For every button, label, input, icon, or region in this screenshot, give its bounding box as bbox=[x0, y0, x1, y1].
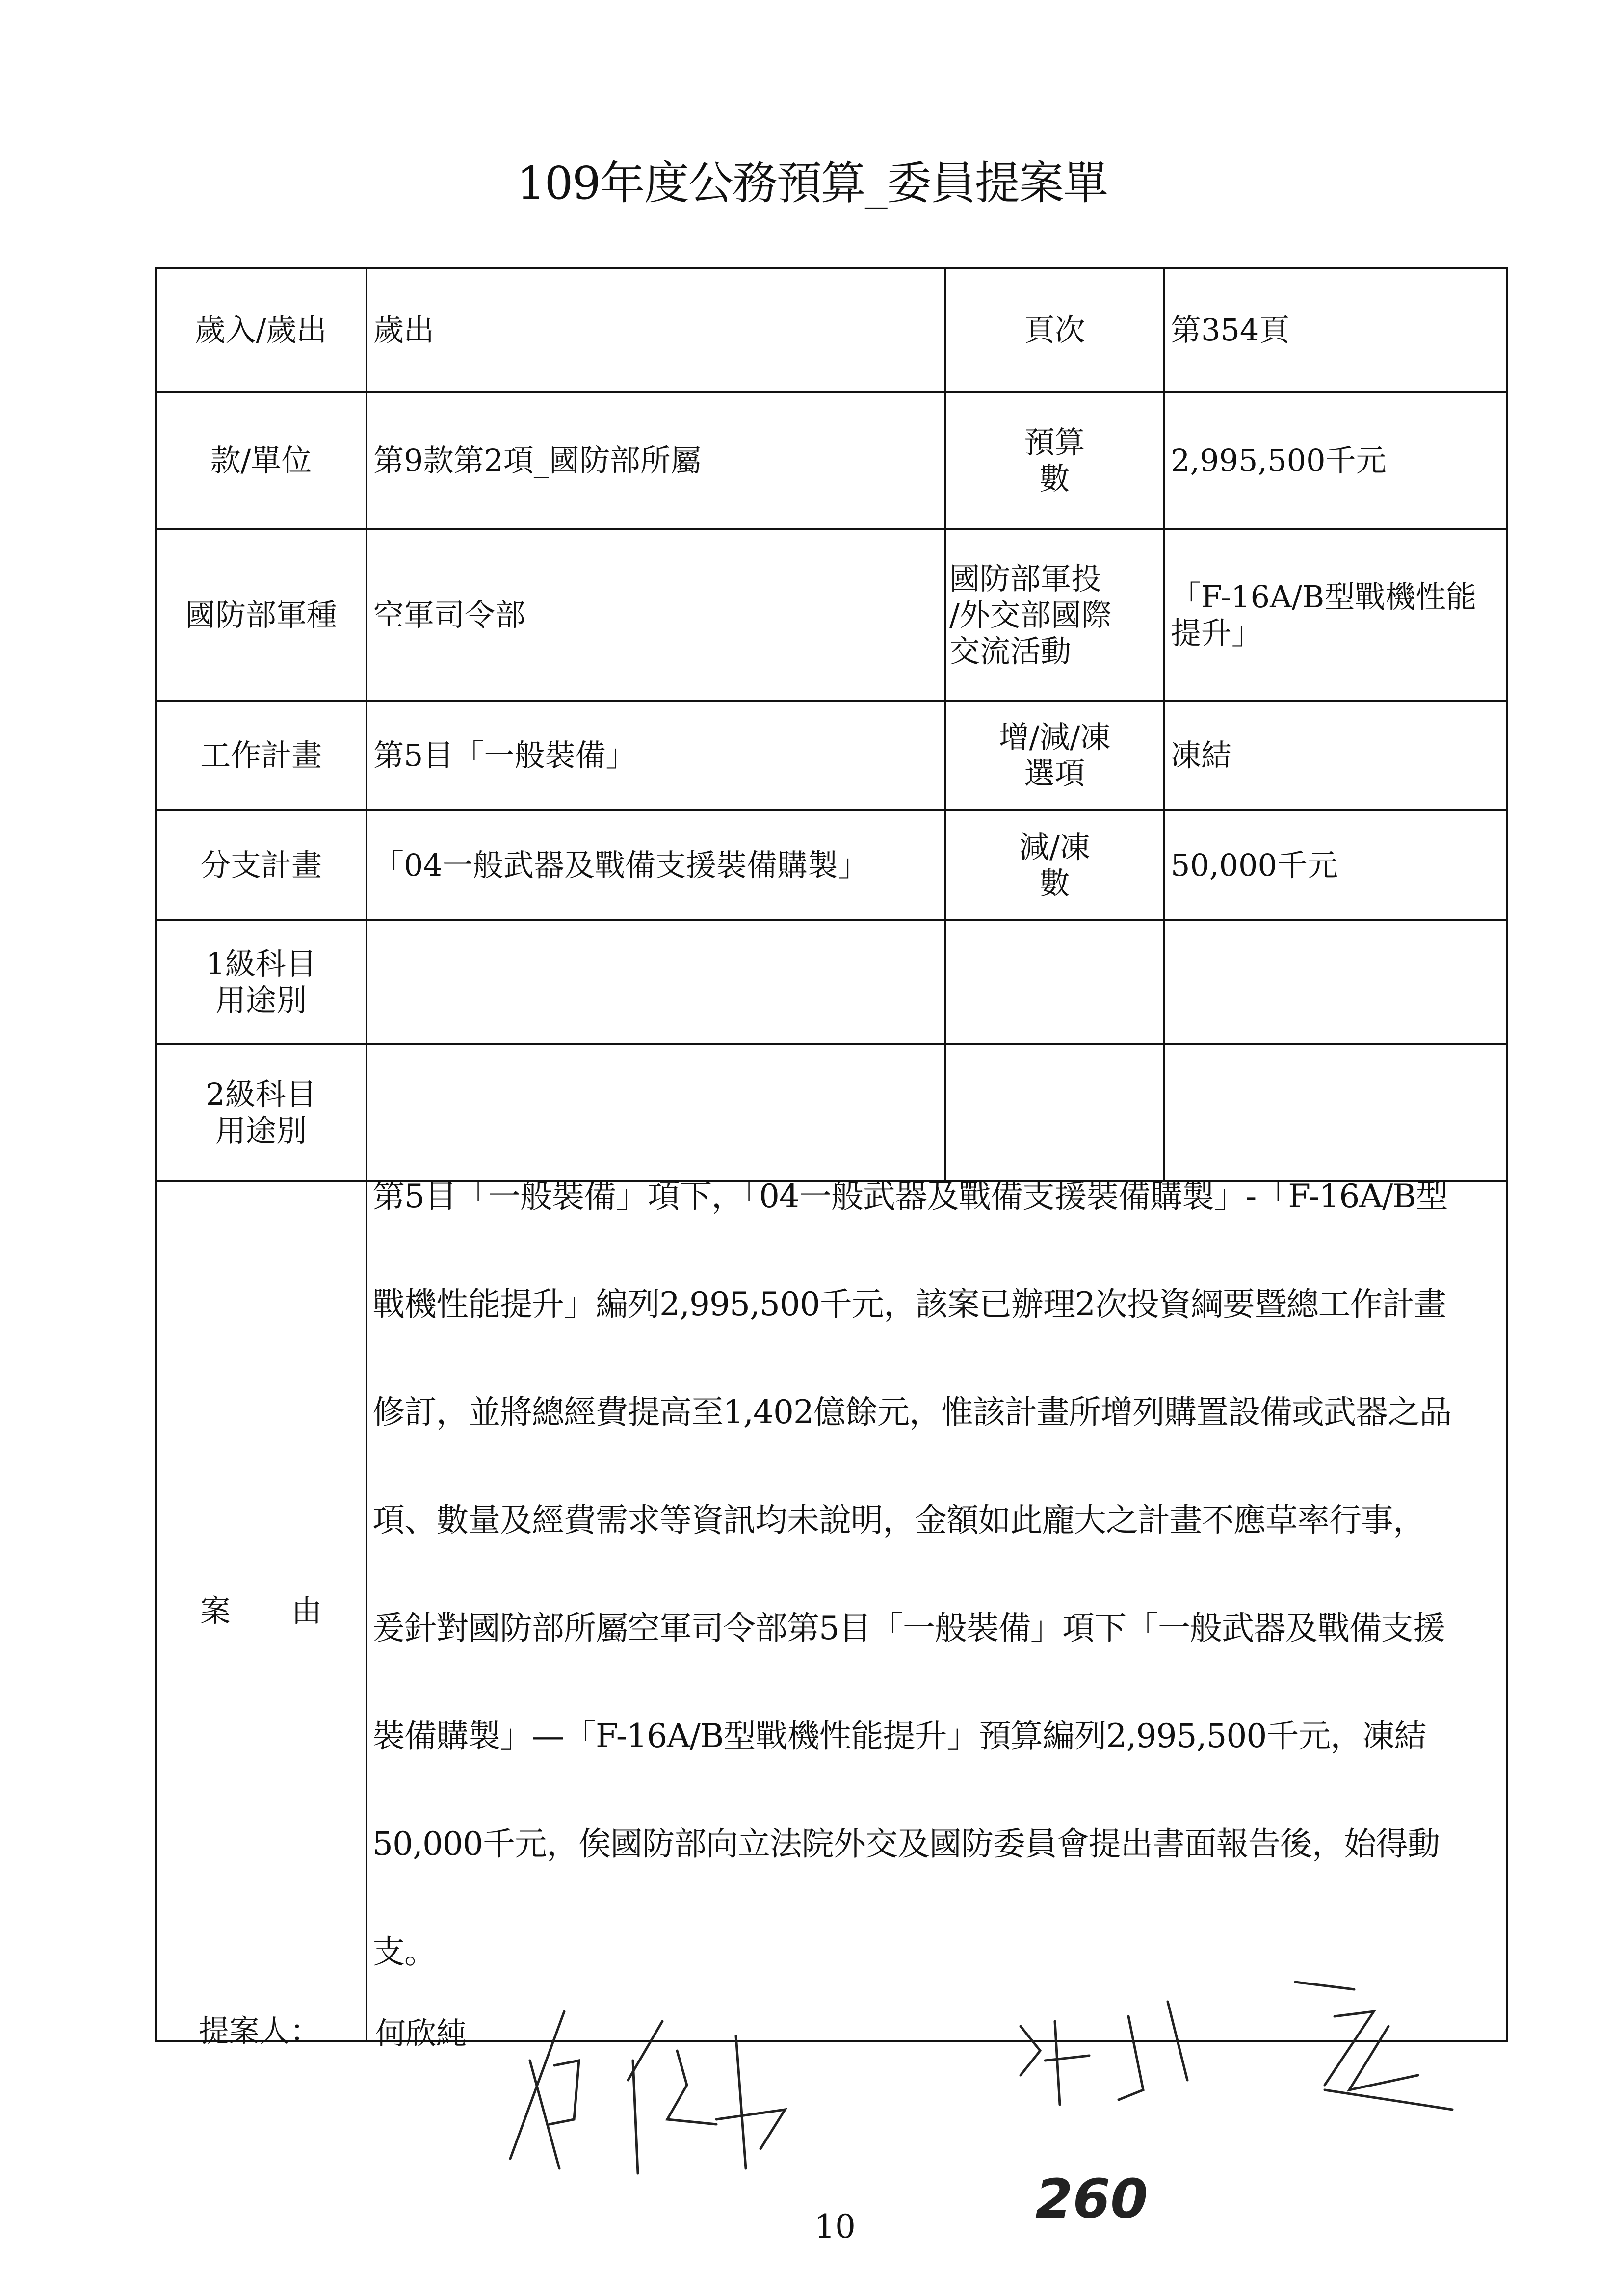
signature-1 bbox=[510, 2011, 785, 2173]
value-freeze-amount: 50,000千元 bbox=[1164, 810, 1507, 920]
value-investment: 「F-16A/B型戰機性能 提升」 bbox=[1164, 529, 1507, 701]
label-level2: 2級科目 用途別 bbox=[156, 1044, 367, 1181]
label-freeze-amount: 減/凍 數 bbox=[945, 810, 1164, 920]
value-service: 空軍司令部 bbox=[367, 529, 945, 701]
label-section-unit: 款/單位 bbox=[156, 392, 367, 529]
proposer-label: 提案人： bbox=[199, 2013, 321, 2049]
page-title: 109年度公務預算_委員提案單 bbox=[517, 157, 1107, 209]
label-sub-plan: 分支計畫 bbox=[156, 810, 367, 920]
reason-line: 修訂，並將總經費提高至1,402億餘元，惟該計畫所增列購置設備或武器之品 bbox=[372, 1393, 1451, 1431]
value-work-plan: 第5目「一般裝備」 bbox=[367, 701, 945, 810]
reason-line: 第5目「一般裝備」項下，「04一般武器及戰備支援裝備購製」-「F-16A/B型 bbox=[372, 1177, 1448, 1215]
label-option: 增/減/凍 選項 bbox=[945, 701, 1164, 810]
value-sub-plan: 「04一般武器及戰備支援裝備購製」 bbox=[367, 810, 945, 920]
value-option: 凍結 bbox=[1164, 701, 1507, 810]
proposer-name: 何欣純 bbox=[375, 2015, 467, 2051]
label-level1: 1級科目 用途別 bbox=[156, 920, 367, 1044]
label-budget-amount: 預算 數 bbox=[945, 392, 1164, 529]
value-budget-amount: 2,995,500千元 bbox=[1164, 392, 1507, 529]
reason-line: 50,000千元，俟國防部向立法院外交及國防委員會提出書面報告後，始得動 bbox=[372, 1825, 1440, 1863]
handwritten-number: 260 bbox=[1035, 2167, 1148, 2230]
value-income-expense: 歲出 bbox=[367, 268, 945, 392]
reason-line: 裝備購製」—「F-16A/B型戰機性能提升」預算編列2,995,500千元，凍結 bbox=[372, 1717, 1426, 1755]
value-page: 第354頁 bbox=[1164, 268, 1507, 392]
reason-line: 支。 bbox=[372, 1933, 436, 1971]
value-section-unit: 第9款第2項_國防部所屬 bbox=[367, 392, 945, 529]
label-investment: 國防部軍投 /外交部國際 交流活動 bbox=[945, 529, 1164, 701]
page-number: 10 bbox=[814, 2208, 856, 2245]
label-income-expense: 歲入/歲出 bbox=[156, 268, 367, 392]
label-reason: 案 由 bbox=[156, 1181, 367, 2041]
label-service: 國防部軍種 bbox=[156, 529, 367, 701]
reason-line: 戰機性能提升」編列2,995,500千元，該案已辦理2次投資綱要暨總工作計畫 bbox=[372, 1285, 1446, 1323]
signature-2 bbox=[1021, 1982, 1452, 2110]
reason-line: 項、數量及經費需求等資訊均未說明，金額如此龐大之計畫不應草率行事， bbox=[372, 1501, 1425, 1539]
reason-line: 爰針對國防部所屬空軍司令部第5目「一般裝備」項下「一般武器及戰備支援 bbox=[372, 1609, 1445, 1647]
label-page: 頁次 bbox=[945, 268, 1164, 392]
label-work-plan: 工作計畫 bbox=[156, 701, 367, 810]
